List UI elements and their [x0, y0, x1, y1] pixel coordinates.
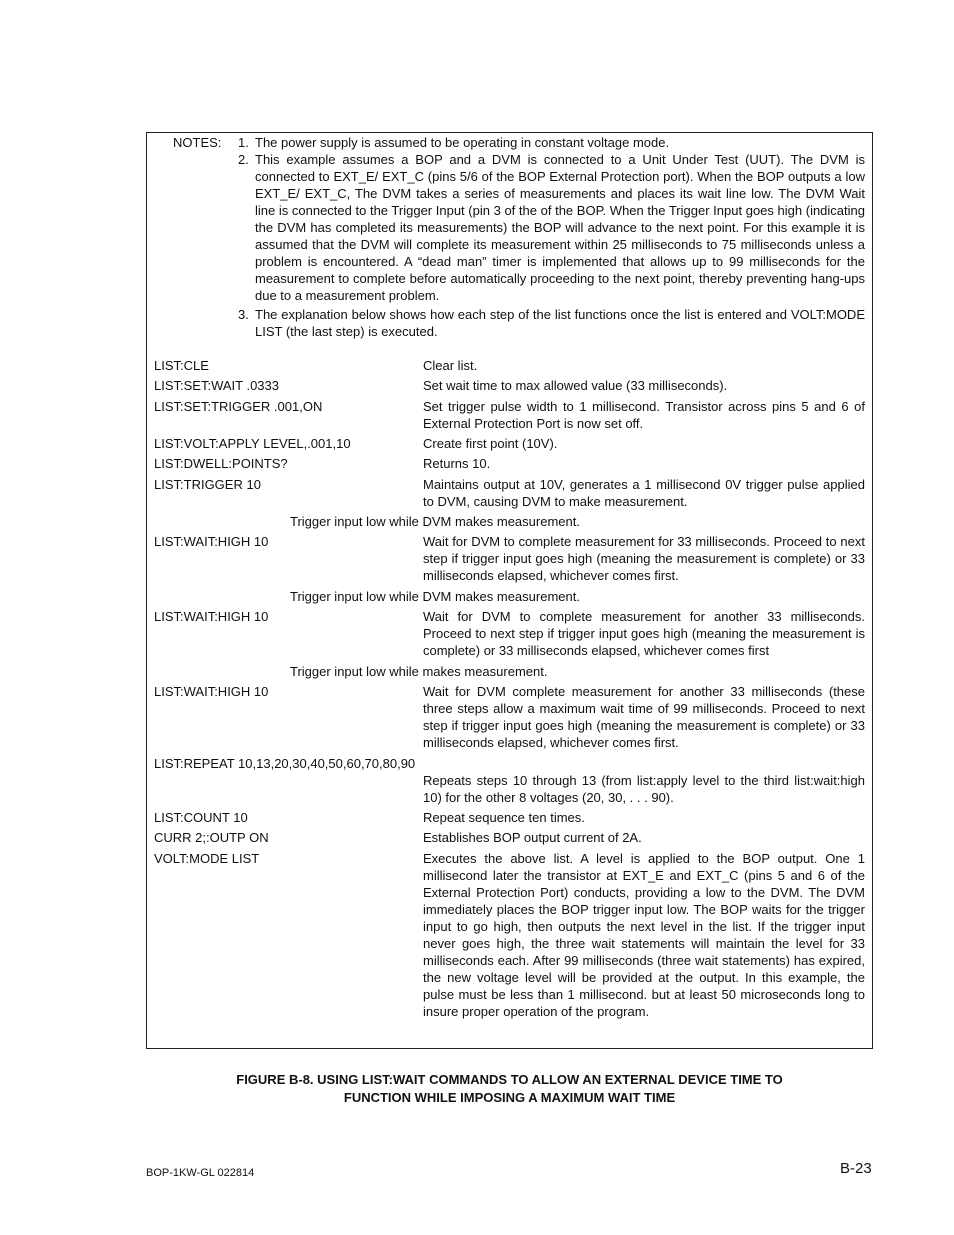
list-row	[154, 377, 865, 394]
note-number: 2.	[238, 152, 249, 167]
command: LIST:TRIGGER 10	[154, 477, 261, 492]
command: LIST:SET:WAIT .0333	[154, 378, 279, 393]
description: Clear list.	[423, 358, 478, 373]
list-row	[154, 476, 865, 510]
page-number: B-23	[840, 1160, 872, 1177]
description: Set trigger pulse width to 1 millisecond. Transistor across pins 5 and 6 of External Protection Port is now set off.	[423, 399, 865, 431]
description: Repeat sequence ten times.	[423, 810, 585, 825]
sub-note: Trigger input low while DVM makes measurement.	[290, 589, 580, 604]
command: LIST:VOLT:APPLY LEVEL,.001,10	[154, 436, 351, 451]
description: Returns 10.	[423, 456, 491, 471]
note-text: The power supply is assumed to be operating in constant voltage mode.	[255, 135, 670, 150]
command: LIST:COUNT 10	[154, 810, 248, 825]
sub-note: Trigger input low while DVM makes measurement.	[290, 514, 580, 529]
description: Establishes BOP output current of 2A.	[423, 830, 642, 845]
list-row	[154, 533, 865, 584]
list-row	[154, 809, 865, 826]
list-row	[154, 608, 865, 659]
figure-caption-line-1: FIGURE B-8. USING LIST:WAIT COMMANDS TO ALLOW AN EXTERNAL DEVICE TIME TO	[236, 1072, 783, 1087]
command: CURR 2;:OUTP ON	[154, 830, 269, 845]
note-2	[238, 151, 865, 304]
list-row	[154, 755, 865, 806]
list-row	[154, 829, 865, 846]
description: Wait for DVM complete measurement for another 33 milliseconds (these three steps allow a maximum wait time of 99 milliseconds. Proceed to next step if trigger input goes high (meaning the measurement is complete) or 33 milliseconds elapsed, whichever comes first.	[423, 684, 865, 750]
notes-label: NOTES:	[173, 135, 222, 150]
note-text: This example assumes a BOP and a DVM is connected to a Unit Under Test (UUT). The DVM is connected to EXT_E/ EXT_C (pins 5/6 of the BOP External Protection port). When the BOP outputs a low EXT_E/ EXT_C, The DVM takes a series of measurements and places its wait line low. The DVM Wait line is connected to the Trigger Input (pin 3 of the of the BOP. When the Trigger Input goes high (indicating the DVM has completed its measurements) the BOP will advance to the next point. For this example it is assumed that the DVM will complete its measurement within 25 milliseconds to 75 milliseconds unless a problem is encountered. A “dead man” timer is implemented that allows up to 99 milliseconds for the measurement to complete before automatically proceeding to the next point, thereby preventing hang-ups due to a measurement problem.	[255, 152, 865, 303]
command: LIST:REPEAT 10,13,20,30,40,50,60,70,80,90	[154, 756, 416, 771]
list-row	[154, 683, 865, 751]
description: Wait for DVM to complete measurement for another 33 milliseconds. Proceed to next step if trigger input goes high (meaning the measurement is complete) or 33 milliseconds elapsed, whichever comes first	[423, 609, 865, 658]
list-row	[154, 357, 865, 374]
sub-note: Trigger input low while makes measurement.	[290, 664, 548, 679]
command: LIST:CLE	[154, 358, 209, 373]
description: Executes the above list. A level is applied to the BOP output. One 1 millisecond later the transistor at EXT_E and EXT_C (pins 5 and 6 of the External Protection Port) conducts, providing a low to the DVM. The DVM immediately places the BOP trigger input low. The BOP waits for the trigger input to go high, then outputs the next level in the list. If the trigger input never goes high, the three wait statements will maintain the level for 33 milliseconds each. After 99 milliseconds (three wait statements) has expired, the new voltage level will be provided at the output. In this example, the pulse must be less than 1 millisecond. but at least 50 microseconds long to insure proper operation of the program.	[423, 851, 865, 1019]
command: LIST:DWELL:POINTS?	[154, 456, 288, 471]
description: Wait for DVM to complete measurement for 33 milliseconds. Proceed to next step if trigger input goes high (meaning the measurement is complete) or 33 milliseconds elapsed, whichever comes first.	[423, 534, 865, 583]
note-1	[238, 134, 865, 151]
list-row	[154, 398, 865, 432]
list-row	[154, 850, 865, 1020]
description: Repeats steps 10 through 13 (from list:apply level to the third list:wait:high 10) for the other 8 voltages (20, 30, . . . 90).	[423, 773, 865, 805]
command: LIST:WAIT:HIGH 10	[154, 684, 269, 699]
note-3	[238, 306, 865, 340]
description: Create first point (10V).	[423, 436, 558, 451]
note-number: 1.	[238, 135, 249, 150]
description: Maintains output at 10V, generates a 1 millisecond 0V trigger pulse applied to DVM, causing DVM to make measurement.	[423, 477, 865, 509]
command: LIST:WAIT:HIGH 10	[154, 534, 269, 549]
list-row	[154, 435, 865, 452]
figure-caption-line-2: FUNCTION WHILE IMPOSING A MAXIMUM WAIT TIME	[343, 1090, 676, 1105]
command: LIST:SET:TRIGGER .001,ON	[154, 399, 323, 414]
command: LIST:WAIT:HIGH 10	[154, 609, 269, 624]
note-number: 3.	[238, 307, 249, 322]
command: VOLT:MODE LIST	[154, 851, 260, 866]
list-row	[154, 455, 865, 472]
document-id: BOP-1KW-GL 022814	[146, 1167, 255, 1179]
description: Set wait time to max allowed value (33 milliseconds).	[423, 378, 728, 393]
note-text: The explanation below shows how each step of the list functions once the list is entered and VOLT:MODE LIST (the last step) is executed.	[255, 307, 865, 339]
